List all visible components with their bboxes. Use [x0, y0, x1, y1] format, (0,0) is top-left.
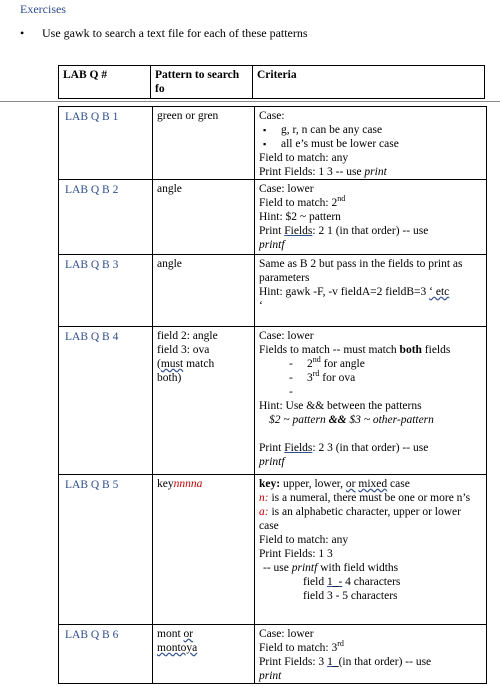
table-row	[59, 180, 487, 255]
table-row	[59, 255, 487, 327]
row-criteria: Case: lower Field to match: 3rd Print Fields: 3 1_(in that order) -- use print	[255, 625, 487, 684]
row-criteria: Case: lower Fields to match -- must match both fields - 2nd for angle - 3rd for ova - Hint: Use && between the patterns $2 ~ pattern && $3 ~ other-pattern Print Fields: 2 3 (in that order) -- use printf	[255, 327, 487, 475]
section-title: Exercises	[20, 2, 66, 16]
row-pattern: angle	[153, 180, 255, 255]
table-header	[58, 65, 485, 99]
page-break-rule	[0, 101, 500, 102]
header-lab-q: LAB Q #	[59, 66, 151, 99]
row-criteria: key: upper, lower, or mixed case n: is a numeral, there must be one or more n’s a: is an alphabetic character, upper or lower case Field to match: any Print Fields: 1 3 -- use printf with field widths field 1_- 4 characters field 3 - 5 characters	[255, 475, 487, 625]
row-id: LAB Q B 1	[59, 107, 153, 180]
header-criteria: Criteria	[253, 66, 485, 99]
table-row	[59, 107, 487, 180]
bullet-icon: ▪	[263, 125, 267, 135]
table-row	[59, 625, 487, 684]
field-text: Field to match: any	[259, 152, 349, 164]
row-pattern: green or gren	[153, 107, 255, 180]
print-text: Print Fields: 1 3 -- use print	[259, 166, 387, 178]
row-id: LAB Q B 6	[59, 625, 153, 684]
row-id: LAB Q B 4	[59, 327, 153, 475]
header-pattern: Pattern to search fo	[151, 66, 253, 99]
row-id: LAB Q B 3	[59, 255, 153, 327]
list-item: - 2nd for angle	[289, 355, 365, 370]
list-item: ▪ g, r, n can be any case	[263, 124, 383, 136]
list-item: - 3rd for ova	[289, 369, 356, 384]
row-criteria: Case: lower Field to match: 2nd Hint: $2 ~ pattern Print Fields: 2 1 (in that order) -- use printf	[255, 180, 487, 255]
row-id: LAB Q B 2	[59, 180, 153, 255]
lab-table	[58, 106, 487, 684]
instruction-text: Use gawk to search a text file for each of these patterns	[42, 26, 308, 40]
list-item: ▪ all e’s must be lower case	[263, 138, 399, 150]
row-pattern: mont or montoya	[153, 625, 255, 684]
row-pattern: keynnnna	[153, 475, 255, 625]
instruction	[20, 26, 308, 41]
row-pattern: field 2: angle field 3: ova (must match both)	[153, 327, 255, 475]
case-text: Case:	[259, 110, 285, 122]
row-pattern: angle	[153, 255, 255, 327]
row-id: LAB Q B 5	[59, 475, 153, 625]
list-item: -	[289, 386, 293, 398]
table-row	[59, 327, 487, 475]
bullet-icon: •	[20, 26, 25, 40]
row-criteria	[255, 107, 487, 180]
row-criteria: Same as B 2 but pass in the fields to print as parameters Hint: gawk -F, -v fieldA=2 fieldB=3 ‘ etc ‘	[255, 255, 487, 327]
table-row	[59, 475, 487, 625]
bullet-icon: ▪	[263, 139, 267, 149]
